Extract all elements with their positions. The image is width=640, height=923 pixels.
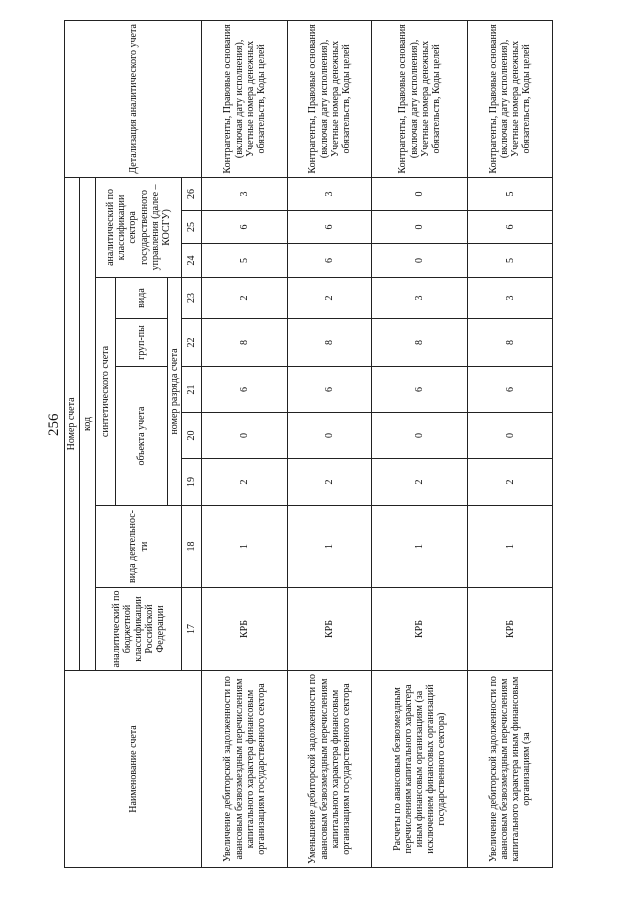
row-cell: 2 — [372, 459, 468, 506]
row-account-name: Расчеты по авансовым безвозмездным перечислениям капитального характера иным финансовым организациям (за исключением финансовых организаций государственного сектора) — [372, 671, 468, 868]
row-cell: 3 — [468, 278, 553, 319]
column-number: 20 — [182, 413, 202, 459]
row-cell: 1 — [372, 506, 468, 588]
row-cell: КРБ — [372, 588, 468, 671]
row-cell: КРБ — [468, 588, 553, 671]
row-cell: 6 — [372, 367, 468, 413]
row-cell: 1 — [202, 506, 288, 588]
row-cell: 8 — [372, 319, 468, 367]
header-kosgu: аналитический по классификации сектора государственного управления (далее – КОСГУ) — [96, 177, 182, 277]
row-cell: 2 — [288, 459, 372, 506]
row-cell: 2 — [468, 459, 553, 506]
header-type: вида — [116, 278, 168, 319]
row-cell: 8 — [202, 319, 288, 367]
row-account-name: Уменьшение дебиторской задолженности по авансовым безвозмездным перечислениям капитального характера финансовым организациям государственного сектора — [288, 671, 372, 868]
column-number: 21 — [182, 367, 202, 413]
row-cell: 6 — [288, 367, 372, 413]
row-cell: 6 — [288, 244, 372, 278]
header-account-object: объекта учета — [116, 367, 168, 506]
header-account-number: Номер счета — [65, 177, 80, 670]
row-cell: 5 — [468, 177, 553, 210]
row-cell: 2 — [288, 278, 372, 319]
row-cell: 1 — [288, 506, 372, 588]
table-row — [288, 20, 372, 867]
row-detail: Контрагенты, Правовые основания (включая дату исполнения), Учетные номера денежных обязательств, Коды целей — [468, 20, 553, 177]
row-cell: 2 — [202, 459, 288, 506]
column-number: 17 — [182, 588, 202, 671]
row-cell: 0 — [372, 413, 468, 459]
row-cell: КРБ — [288, 588, 372, 671]
rotated-page-content — [64, 21, 551, 868]
page-number: 256 — [46, 413, 62, 436]
row-detail: Контрагенты, Правовые основания (включая дату исполнения), Учетные номера денежных обязательств, Коды целей — [202, 20, 288, 177]
row-cell: 6 — [468, 367, 553, 413]
row-cell: КРБ — [202, 588, 288, 671]
row-cell: 0 — [372, 244, 468, 278]
header-activity-type: вида деятельнос-ти — [96, 506, 182, 588]
row-cell: 3 — [202, 177, 288, 210]
header-account-name: Наименование счета — [65, 671, 202, 868]
header-group: груп-пы — [116, 319, 168, 367]
row-cell: 5 — [468, 244, 553, 278]
row-cell: 3 — [288, 177, 372, 210]
column-number: 19 — [182, 459, 202, 506]
column-number: 25 — [182, 211, 202, 244]
row-cell: 6 — [288, 211, 372, 244]
row-detail: Контрагенты, Правовые основания (включая дату исполнения), Учетные номера денежных обязательств, Коды целей — [372, 20, 468, 177]
table-row — [202, 20, 288, 867]
row-cell: 0 — [202, 413, 288, 459]
table-row — [468, 20, 553, 867]
table-row — [372, 20, 468, 867]
row-cell: 5 — [202, 244, 288, 278]
row-detail: Контрагенты, Правовые основания (включая дату исполнения), Учетные номера денежных обязательств, Коды целей — [288, 20, 372, 177]
header-digit-number: номер разряда счета — [168, 278, 182, 506]
header-budget-classification: аналитический по бюджетной классификации Российской Федерации — [96, 588, 182, 671]
row-cell: 6 — [202, 211, 288, 244]
row-cell: 0 — [372, 177, 468, 210]
row-cell: 0 — [372, 211, 468, 244]
account-table — [64, 20, 553, 868]
header-details: Детализация аналитического учета — [65, 20, 202, 177]
row-cell: 3 — [372, 278, 468, 319]
row-cell: 6 — [202, 367, 288, 413]
row-account-name: Увеличение дебиторской задолженности по авансовым безвозмездным перечислениям капитального характера иным финансовым организациям (за — [468, 671, 553, 868]
column-number: 24 — [182, 244, 202, 278]
column-number: 26 — [182, 177, 202, 210]
row-cell: 8 — [288, 319, 372, 367]
header-code: код — [80, 177, 96, 670]
row-cell: 6 — [468, 211, 553, 244]
row-account-name: Увеличение дебиторской задолженности по авансовым безвозмездным перечислениям капитального характера финансовым организациям государственного сектора — [202, 671, 288, 868]
row-cell: 2 — [202, 278, 288, 319]
column-number: 23 — [182, 278, 202, 319]
column-number: 22 — [182, 319, 202, 367]
header-synthetic-account: синтетического счета — [96, 278, 116, 506]
row-cell: 8 — [468, 319, 553, 367]
column-number: 18 — [182, 506, 202, 588]
row-cell: 1 — [468, 506, 553, 588]
row-cell: 0 — [468, 413, 553, 459]
row-cell: 0 — [288, 413, 372, 459]
